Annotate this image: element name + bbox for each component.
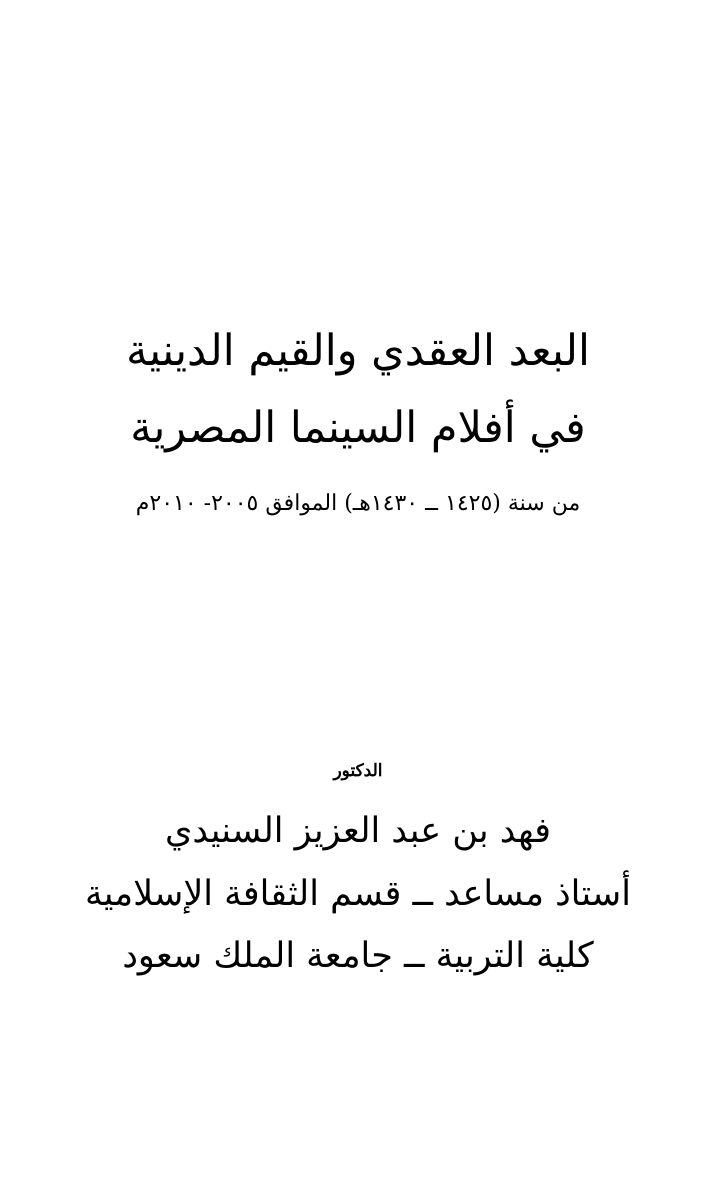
author-affiliation: كلية التربية ــ جامعة الملك سعود bbox=[122, 936, 594, 976]
author-position: أستاذ مساعد ــ قسم الثقافة الإسلامية bbox=[85, 874, 631, 914]
author-name: فهد بن عبد العزيز السنيدي bbox=[164, 811, 552, 851]
title-line-2: في أفلام السينما المصرية bbox=[130, 403, 586, 453]
author-label: الدكتور bbox=[333, 761, 383, 781]
date-range-line: من سنة (١٤٢٥ ــ ١٤٣٠هـ) الموافق ٢٠٠٥- ٢٠١٠م bbox=[135, 491, 581, 516]
title-line-1: البعد العقدي والقيم الدينية bbox=[126, 326, 590, 376]
